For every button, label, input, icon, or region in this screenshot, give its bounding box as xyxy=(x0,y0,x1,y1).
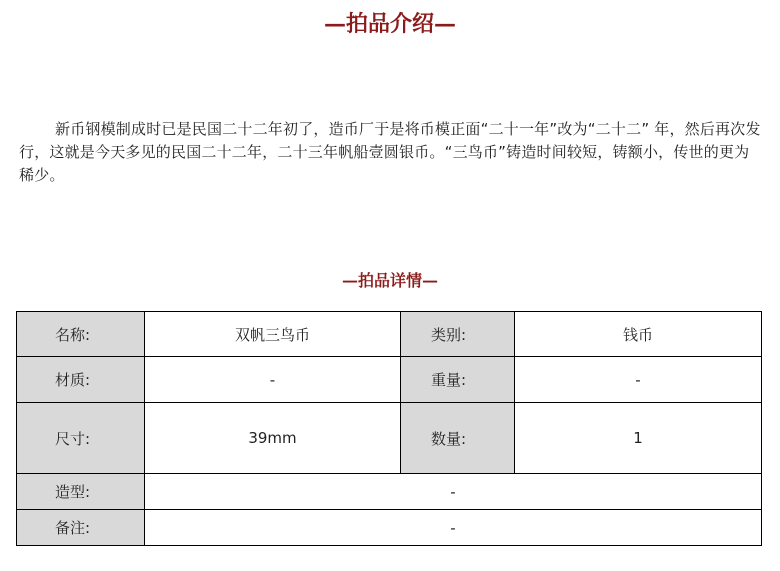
remark-label: 备注: xyxy=(17,510,145,546)
table-row-material xyxy=(17,357,762,403)
intro-description: 新币钢模制成时已是民国二十二年初了，造币厂于是将币模正面“二十一年”改为“二十二” 年，然后再次发行，这就是今天多见的民国二十二年，二十三年帆船壹圆银币。“三鸟币”铸造时间较短，铸额小，传世的更为稀少。 xyxy=(19,120,761,184)
material-label: 材质: xyxy=(17,357,145,403)
size-value: 39mm xyxy=(145,403,401,474)
table-row-shape xyxy=(17,474,762,510)
category-value: 钱币 xyxy=(515,312,762,357)
table-row-remark xyxy=(17,510,762,546)
name-value: 双帆三鸟币 xyxy=(145,312,401,357)
quantity-label: 数量: xyxy=(401,403,515,474)
material-value: - xyxy=(145,357,401,403)
shape-label: 造型: xyxy=(17,474,145,510)
shape-value: - xyxy=(145,474,762,510)
size-label: 尺寸: xyxy=(17,403,145,474)
table-row-name xyxy=(17,312,762,357)
name-label: 名称: xyxy=(17,312,145,357)
table-row-size xyxy=(17,403,762,474)
details-title: —拍品详情— xyxy=(341,271,438,290)
remark-value: - xyxy=(145,510,762,546)
intro-title: —拍品介绍— xyxy=(323,11,456,37)
weight-label: 重量: xyxy=(401,357,515,403)
quantity-value: 1 xyxy=(515,403,762,474)
details-table xyxy=(16,311,762,546)
category-label: 类别: xyxy=(401,312,515,357)
weight-value: - xyxy=(515,357,762,403)
